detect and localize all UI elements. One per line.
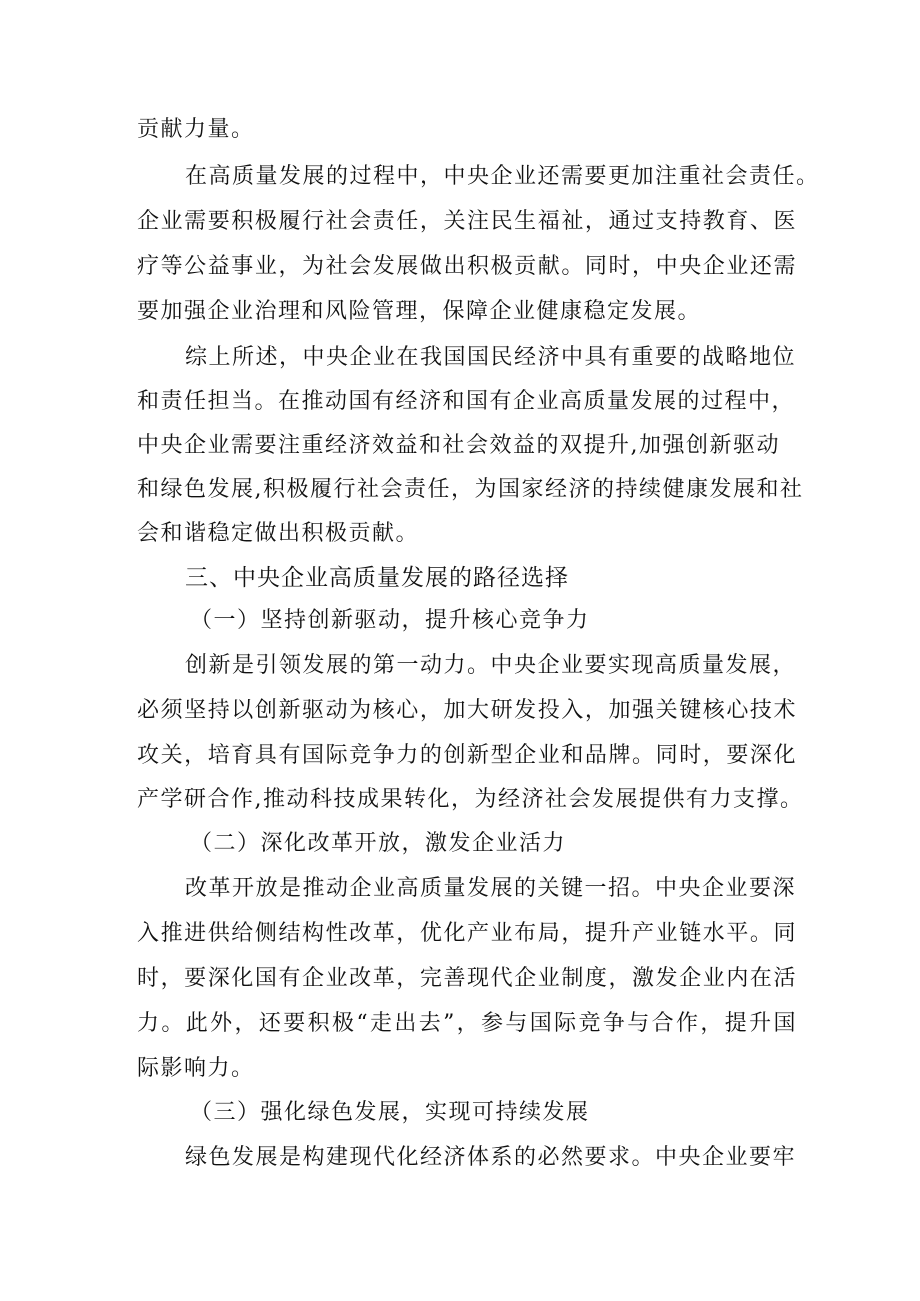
paragraph-line: 改革开放是推动企业高质量发展的关键一招。中央企业要深 — [185, 876, 797, 901]
paragraph-line: 在高质量发展的过程中，中央企业还需要更加注重社会责任。 — [185, 164, 820, 189]
paragraph-line: 会和谐稳定做出积极贡献。 — [137, 521, 420, 546]
paragraph-line: 中央企业需要注重经济效益和社会效益的双提升,加强创新驱动 — [137, 433, 780, 458]
paragraph-line: 要加强企业治理和风险管理，保障企业健康稳定发展。 — [137, 299, 702, 324]
paragraph-line: 绿色发展是构建现代化经济体系的必然要求。中央企业要牢 — [185, 1145, 797, 1170]
paragraph-line: 时，要深化国有企业改革，完善现代企业制度，激发企业内在活 — [137, 966, 797, 991]
paragraph-line: 入推进供给侧结构性改革，优化产业布局，提升产业链水平。同 — [137, 921, 797, 946]
paragraph-line: 疗等公益事业，为社会发展做出积极贡献。同时，中央企业还需 — [137, 254, 797, 279]
paragraph-line: 和绿色发展,积极履行社会责任，为国家经济的持续健康发展和社 — [137, 477, 804, 502]
paragraph-line: 产学研合作,推动科技成果转化，为经济社会发展提供有力支撑。 — [137, 787, 804, 812]
subsection-title: （二）深化改革开放，激发企业活力 — [190, 831, 567, 856]
paragraph-line: 创新是引领发展的第一动力。中央企业要实现高质量发展， — [185, 653, 797, 678]
paragraph-line: 综上所述，中央企业在我国国民经济中具有重要的战略地位 — [185, 345, 797, 370]
paragraph-line: 企业需要积极履行社会责任，关注民生福祉，通过支持教育、医 — [137, 209, 797, 234]
section-heading: 三、中央企业高质量发展的路径选择 — [185, 565, 569, 591]
subsection-title: （一）坚持创新驱动，提升核心竞争力 — [190, 608, 590, 633]
subsection-title: （三）强化绿色发展，实现可持续发展 — [190, 1100, 590, 1125]
paragraph-line: 必须坚持以创新驱动为核心，加大研发投入，加强关键核心技术 — [137, 698, 797, 723]
paragraph-line: 攻关，培育具有国际竞争力的创新型企业和品牌。同时，要深化 — [137, 743, 797, 768]
paragraph-line: 和责任担当。在推动国有经济和国有企业高质量发展的过程中， — [137, 389, 796, 414]
paragraph-line: 际影响力。 — [137, 1056, 255, 1081]
paragraph-line: 贡献力量。 — [137, 117, 255, 142]
paragraph-line: 力。此外，还要积极“走出去”，参与国际竞争与合作，提升国 — [137, 1011, 797, 1036]
